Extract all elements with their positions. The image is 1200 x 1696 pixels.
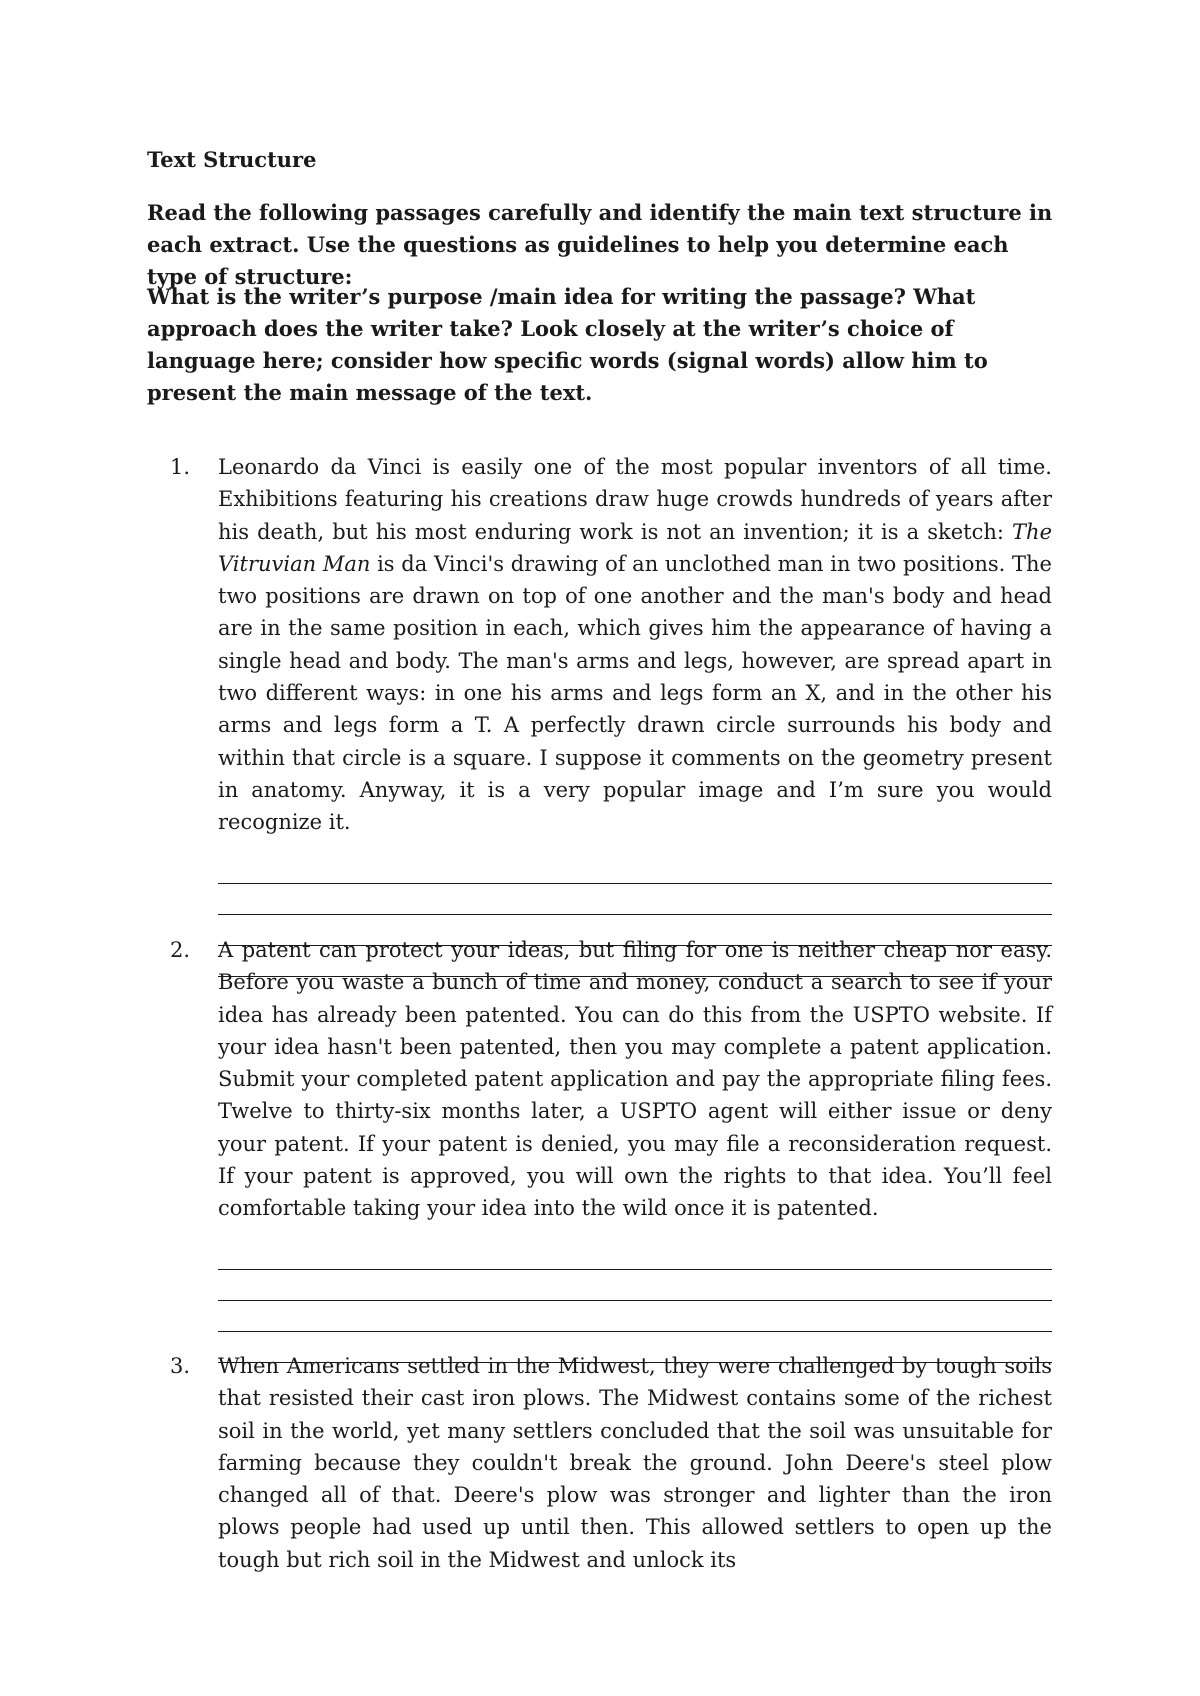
question-passage <box>218 451 1052 839</box>
question-1 <box>170 451 1050 977</box>
answer-line[interactable] <box>218 1239 1052 1270</box>
question-number: 3. <box>170 1354 191 1378</box>
answer-line[interactable] <box>218 853 1052 884</box>
question-passage: When Americans settled in the Midwest, they were challenged by tough soils that resisted their cast iron plows. The Midwest contains some of the richest soil in the world, yet many settlers concluded that the soil was unsuitable for farming because they couldn't break the ground. John Deere's steel plow changed all of that. Deere's plow was stronger and lighter than the iron plows people had used up until then. This allowed settlers to open up the tough but rich soil in the Midwest and unlock its <box>218 1354 1052 1572</box>
answer-line[interactable] <box>218 884 1052 915</box>
question-2 <box>170 934 1050 1363</box>
question-passage: A patent can protect your ideas, but filing for one is neither cheap nor easy. Before you waste a bunch of time and money, conduct a search to see if your idea has already been patented. You can do this from the USPTO website. If your idea hasn't been patented, then you may complete a patent application. Submit your completed patent application and pay the appropriate filing fees. Twelve to thirty-six months later, a USPTO agent will either issue or deny your patent. If your patent is denied, you may file a reconsideration request. If your patent is approved, you will own the rights to that idea. You’ll feel comfortable taking your idea into the wild once it is patented. <box>218 938 1052 1221</box>
question-3 <box>170 1350 1050 1576</box>
passage-text-part: Leonardo da Vinci is easily one of the most popular inventors of all time. Exhibitions featuring his creations draw huge crowds hundreds of years after his death, but his most enduring work is not an invention; it is a sketch: <box>218 455 1052 544</box>
answer-lines <box>218 1239 1052 1363</box>
instructions-paragraph-2: What is the writer’s purpose /main idea for writing the passage? What approach does the writer take? Look closely at the writer’s choice of language here; consider how specific words (signal words) allow him to present the main message of the text. <box>147 284 988 405</box>
question-number: 2. <box>170 938 191 962</box>
instructions-paragraph-1: Read the following passages carefully and identify the main text structure in each extract. Use the questions as guidelines to help you determine each type of structure: <box>147 200 1053 289</box>
page-title: Text Structure <box>147 147 317 172</box>
question-number: 1. <box>170 455 191 479</box>
artwork-title: The Vitruvian Man <box>218 519 1052 576</box>
answer-line[interactable] <box>218 1270 1052 1301</box>
answer-line[interactable] <box>218 1301 1052 1332</box>
passage-text-part: is da Vinci's drawing of an unclothed man in two positions. The two positions are drawn on top of one another and the man's body and head are in the same position in each, which gives him the appearance of having a single head and body. The man's arms and legs, however, are spread apart in two different ways: in one his arms and legs form an X, and in the other his arms and legs form a T. A perfectly drawn circle surrounds his body and within that circle is a square. I suppose it comments on the geometry present in anatomy. Anyway, it is a very popular image and I’m sure you would recognize it. <box>218 551 1052 835</box>
